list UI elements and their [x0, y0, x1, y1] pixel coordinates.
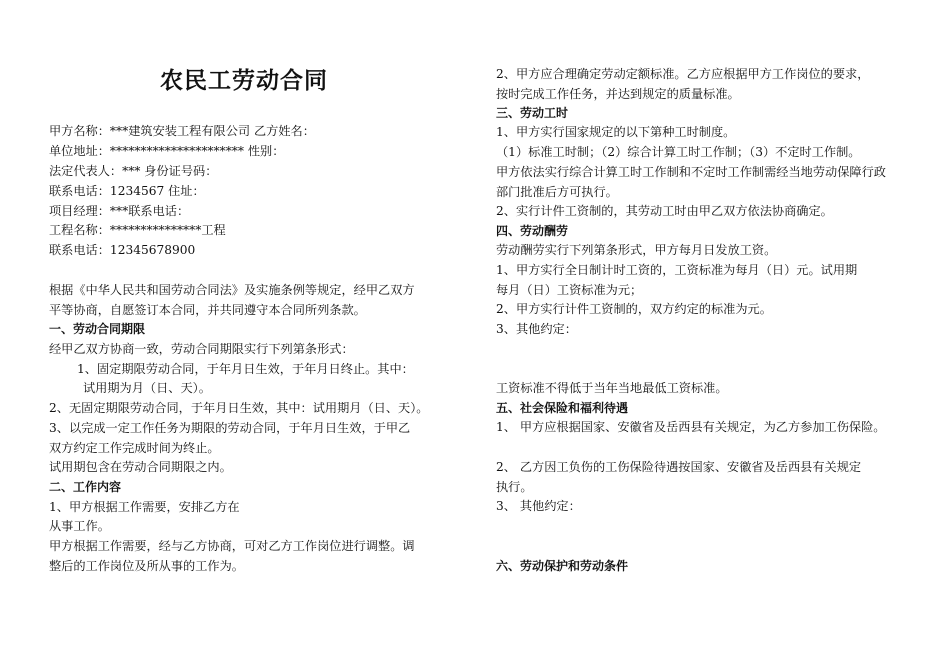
section-2-item-2-cont: 按时完成工作任务，并达到规定的质量标准。 — [496, 87, 740, 101]
section-1-item-3-cont: 双方约定工作完成时间为终止。 — [49, 441, 220, 455]
section-2-item-2: 2、甲方应合理确定劳动定额标准。乙方应根据甲方工作岗位的要求， — [496, 67, 870, 81]
phone-line: 联系电话：1234567 住址： — [49, 184, 205, 198]
section-3-heading: 三、劳动工时 — [496, 106, 569, 120]
section-3-text-cont: 部门批准后方可执行。 — [496, 185, 618, 199]
section-1-trial-note: 试用期包含在劳动合同期限之内。 — [49, 460, 232, 474]
section-5-item-2: 2、 乙方因工负伤的工伤保险待遇按国家、安徽省及岳西县有关规定 — [496, 460, 862, 474]
section-5-heading: 五、社会保险和福利待遇 — [496, 401, 629, 415]
section-5-item-3: 3、 其他约定： — [496, 499, 581, 513]
intro-paragraph-cont: 平等协商，自愿签订本合同，并共同遵守本合同所列条款。 — [49, 303, 366, 317]
section-2-item-1-cont: 从事工作。 — [49, 519, 110, 533]
document-title: 农民工劳动合同 — [160, 68, 328, 94]
section-4-item-3: 3、其他约定： — [496, 322, 577, 336]
section-5-item-1: 1、 甲方应根据国家、安徽省及岳西县有关规定，为乙方参加工伤保险。 — [496, 420, 886, 434]
section-2-text: 甲方根据工作需要，经与乙方协商，可对乙方工作岗位进行调整。调 — [49, 539, 415, 553]
intro-paragraph: 根据《中华人民共和国劳动合同法》及实施条例等规定，经甲乙双方 — [49, 283, 415, 297]
address-line: 单位地址：********************** 性别： — [49, 144, 285, 158]
section-1-item-1: 1、固定期限劳动合同，于年月日生效，于年月日终止。其中： — [77, 362, 414, 376]
section-1-item-1-trial: 试用期为月（日、天）。 — [83, 381, 211, 395]
section-3-text: 甲方依法实行综合计算工时工作制和不定时工作制需经当地劳动保障行政 — [496, 165, 886, 179]
section-3-item-1: 1、甲方实行国家规定的以下第种工时制度。 — [496, 125, 736, 139]
section-4-text: 劳动酬劳实行下列第条形式，甲方每月日发放工资。 — [496, 243, 777, 257]
section-2-item-1: 1、甲方根据工作需要，安排乙方在 — [49, 500, 240, 514]
section-6-heading: 六、劳动保护和劳动条件 — [496, 559, 629, 573]
project-manager-line: 项目经理：***联系电话： — [49, 204, 190, 218]
section-2-text-cont: 整后的工作岗位及所从事的工作为。 — [49, 559, 244, 573]
section-4-min-wage-note: 工资标准不得低于当年当地最低工资标准。 — [496, 381, 728, 395]
section-1-item-2: 2、无固定期限劳动合同，于年月日生效，其中：试用期月（日、天）。 — [49, 401, 429, 415]
section-5-item-2-cont: 执行。 — [496, 480, 533, 494]
section-4-heading: 四、劳动酬劳 — [496, 224, 569, 238]
section-1-text: 经甲乙双方协商一致，劳动合同期限实行下列第条形式： — [49, 342, 354, 356]
section-1-heading: 一、劳动合同期限 — [49, 322, 146, 336]
legal-rep-line: 法定代表人：*** 身份证号码： — [49, 164, 218, 178]
project-name-line: 工程名称：***************工程 — [49, 223, 226, 237]
phone-line-2: 联系电话：12345678900 — [49, 243, 196, 257]
section-4-item-1: 1、甲方实行全日制计时工资的，工资标准为每月（日）元。试用期 — [496, 263, 858, 277]
section-3-options: （1）标准工时制；（2）综合计算工时工作制；（3）不定时工作制。 — [496, 145, 861, 159]
section-3-item-2: 2、实行计件工资制的，其劳动工时由甲乙双方依法协商确定。 — [496, 204, 833, 218]
party-a-name-line: 甲方名称：***建筑安装工程有限公司 乙方姓名： — [49, 124, 315, 138]
section-4-item-2: 2、甲方实行计件工资制的，双方约定的标准为元。 — [496, 302, 772, 316]
section-1-item-3: 3、以完成一定工作任务为期限的劳动合同，于年月日生效，于甲乙 — [49, 421, 411, 435]
section-2-heading: 二、工作内容 — [49, 480, 122, 494]
section-4-item-1-cont: 每月（日）工资标准为元； — [496, 283, 643, 297]
